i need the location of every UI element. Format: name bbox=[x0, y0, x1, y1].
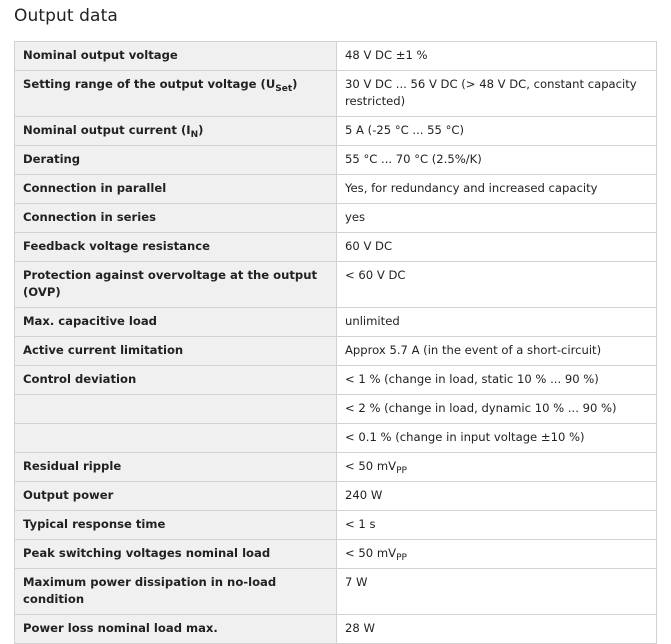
row-label: Setting range of the output voltage $(U_{Set})$ bbox=[15, 71, 337, 117]
row-label: Output power bbox=[15, 482, 337, 511]
row-value: Yes, for redundancy and increased capacity bbox=[337, 175, 657, 204]
section-title: Output data bbox=[14, 6, 118, 26]
row-label: Nominal output current $(I_N)$ bbox=[15, 117, 337, 146]
row-label: Nominal output voltage bbox=[15, 42, 337, 71]
row-value: < 2 % (change in load, dynamic 10 % ... 90 %) bbox=[337, 395, 657, 424]
table-row bbox=[15, 146, 657, 175]
row-label: Active current limitation bbox=[15, 337, 337, 366]
row-label: Connection in series bbox=[15, 204, 337, 233]
table-row bbox=[15, 540, 657, 569]
row-value: 240 W bbox=[337, 482, 657, 511]
row-value: < 0.1 % (change in input voltage ±10 %) bbox=[337, 424, 657, 453]
output-data-table bbox=[14, 41, 657, 644]
row-value: 5 A (-25 °C ... 55 °C) bbox=[337, 117, 657, 146]
row-value: < 60 V DC bbox=[337, 262, 657, 308]
table-row bbox=[15, 117, 657, 146]
row-value: 30 V DC ... 56 V DC (> 48 V DC, constant capacity restricted) bbox=[337, 71, 657, 117]
row-value: < 50 $mV_{PP}$ bbox=[337, 540, 657, 569]
row-value: 60 V DC bbox=[337, 233, 657, 262]
row-label bbox=[15, 424, 337, 453]
row-label: Typical response time bbox=[15, 511, 337, 540]
row-label: Peak switching voltages nominal load bbox=[15, 540, 337, 569]
row-label bbox=[15, 395, 337, 424]
table-row bbox=[15, 511, 657, 540]
row-value: unlimited bbox=[337, 308, 657, 337]
row-value: 55 °C ... 70 °C (2.5%/K) bbox=[337, 146, 657, 175]
row-label: Power loss nominal load max. bbox=[15, 615, 337, 644]
table-row bbox=[15, 395, 657, 424]
table-row bbox=[15, 366, 657, 395]
table-row bbox=[15, 453, 657, 482]
table-row bbox=[15, 42, 657, 71]
row-value: < 1 % (change in load, static 10 % ... 90 %) bbox=[337, 366, 657, 395]
row-value: Approx 5.7 A (in the event of a short-circuit) bbox=[337, 337, 657, 366]
row-value: 48 V DC ±1 % bbox=[337, 42, 657, 71]
table-row bbox=[15, 71, 657, 117]
row-label: Control deviation bbox=[15, 366, 337, 395]
row-value: < 50 $mV_{PP}$ bbox=[337, 453, 657, 482]
table-row bbox=[15, 424, 657, 453]
table-row bbox=[15, 262, 657, 308]
row-label: Feedback voltage resistance bbox=[15, 233, 337, 262]
table-row bbox=[15, 233, 657, 262]
row-label: Derating bbox=[15, 146, 337, 175]
row-label: Maximum power dissipation in no-load condition bbox=[15, 569, 337, 615]
table-row bbox=[15, 482, 657, 511]
row-label: Protection against overvoltage at the output (OVP) bbox=[15, 262, 337, 308]
row-value: 7 W bbox=[337, 569, 657, 615]
table-row bbox=[15, 615, 657, 644]
table-row bbox=[15, 569, 657, 615]
table-row bbox=[15, 204, 657, 233]
table-row bbox=[15, 175, 657, 204]
table-row bbox=[15, 337, 657, 366]
table-row bbox=[15, 308, 657, 337]
row-value: < 1 s bbox=[337, 511, 657, 540]
row-value: yes bbox=[337, 204, 657, 233]
row-label: Connection in parallel bbox=[15, 175, 337, 204]
row-label: Residual ripple bbox=[15, 453, 337, 482]
row-label: Max. capacitive load bbox=[15, 308, 337, 337]
row-value: 28 W bbox=[337, 615, 657, 644]
